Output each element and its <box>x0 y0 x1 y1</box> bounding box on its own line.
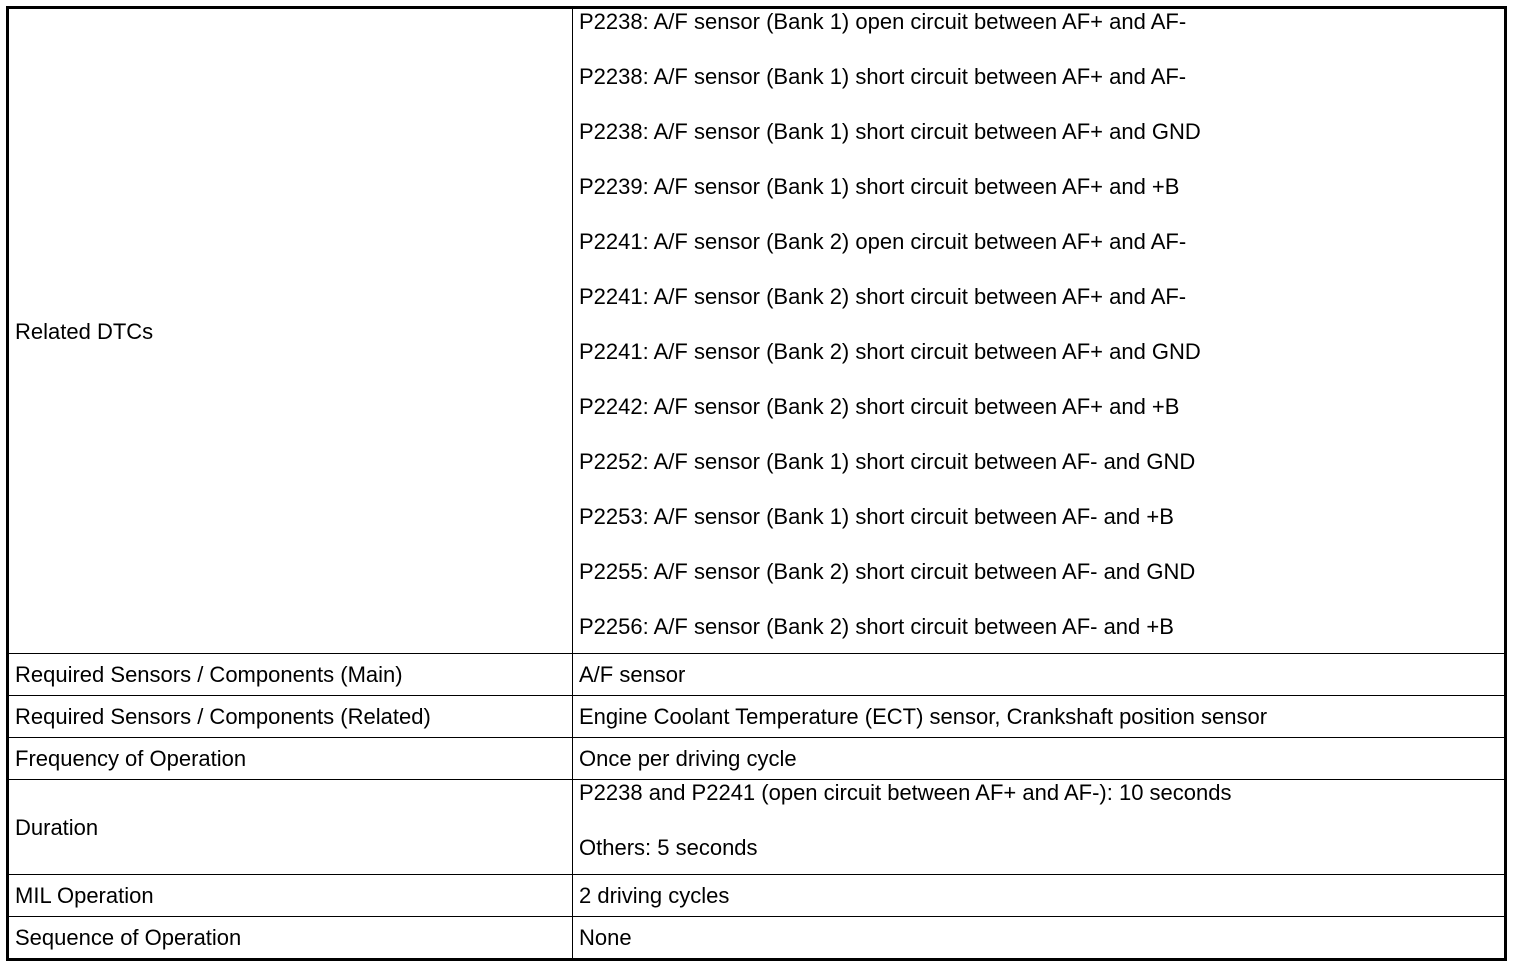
row-value: Engine Coolant Temperature (ECT) sensor, Crankshaft position sensor <box>573 696 1506 738</box>
table-row <box>8 738 1506 780</box>
duration-item: P2238 and P2241 (open circuit between AF+ and AF-): 10 seconds <box>579 780 1232 805</box>
row-value: A/F sensor <box>573 654 1506 696</box>
row-value: 2 driving cycles <box>573 875 1506 917</box>
row-value <box>573 780 1506 875</box>
dtc-item: P2242: A/F sensor (Bank 2) short circuit between AF+ and +B <box>579 394 1180 419</box>
table-row <box>8 696 1506 738</box>
row-value <box>573 8 1506 654</box>
dtc-item: P2253: A/F sensor (Bank 1) short circuit between AF- and +B <box>579 504 1174 529</box>
row-value: None <box>573 917 1506 960</box>
dtc-item: P2241: A/F sensor (Bank 2) short circuit between AF+ and GND <box>579 339 1201 364</box>
dtc-item: P2256: A/F sensor (Bank 2) short circuit between AF- and +B <box>579 614 1174 639</box>
dtc-item: P2238: A/F sensor (Bank 1) short circuit between AF+ and AF- <box>579 64 1187 89</box>
dtc-item: P2239: A/F sensor (Bank 1) short circuit between AF+ and +B <box>579 174 1180 199</box>
dtc-item: P2238: A/F sensor (Bank 1) short circuit between AF+ and GND <box>579 119 1201 144</box>
table-row <box>8 654 1506 696</box>
dtc-item: P2241: A/F sensor (Bank 2) open circuit between AF+ and AF- <box>579 229 1187 254</box>
table-row <box>8 875 1506 917</box>
monitor-spec-table <box>6 6 1507 961</box>
table-row <box>8 780 1506 875</box>
dtc-item: P2238: A/F sensor (Bank 1) open circuit between AF+ and AF- <box>579 9 1187 34</box>
row-label: MIL Operation <box>8 875 573 917</box>
row-label: Duration <box>8 780 573 875</box>
row-label: Required Sensors / Components (Related) <box>8 696 573 738</box>
row-label: Frequency of Operation <box>8 738 573 780</box>
dtc-item: P2241: A/F sensor (Bank 2) short circuit between AF+ and AF- <box>579 284 1187 309</box>
table-row <box>8 917 1506 960</box>
table-row <box>8 8 1506 654</box>
row-label: Related DTCs <box>8 8 573 654</box>
row-value: Once per driving cycle <box>573 738 1506 780</box>
duration-item: Others: 5 seconds <box>579 835 758 860</box>
row-label: Required Sensors / Components (Main) <box>8 654 573 696</box>
dtc-item: P2252: A/F sensor (Bank 1) short circuit between AF- and GND <box>579 449 1196 474</box>
row-label: Sequence of Operation <box>8 917 573 960</box>
dtc-item: P2255: A/F sensor (Bank 2) short circuit between AF- and GND <box>579 559 1196 584</box>
